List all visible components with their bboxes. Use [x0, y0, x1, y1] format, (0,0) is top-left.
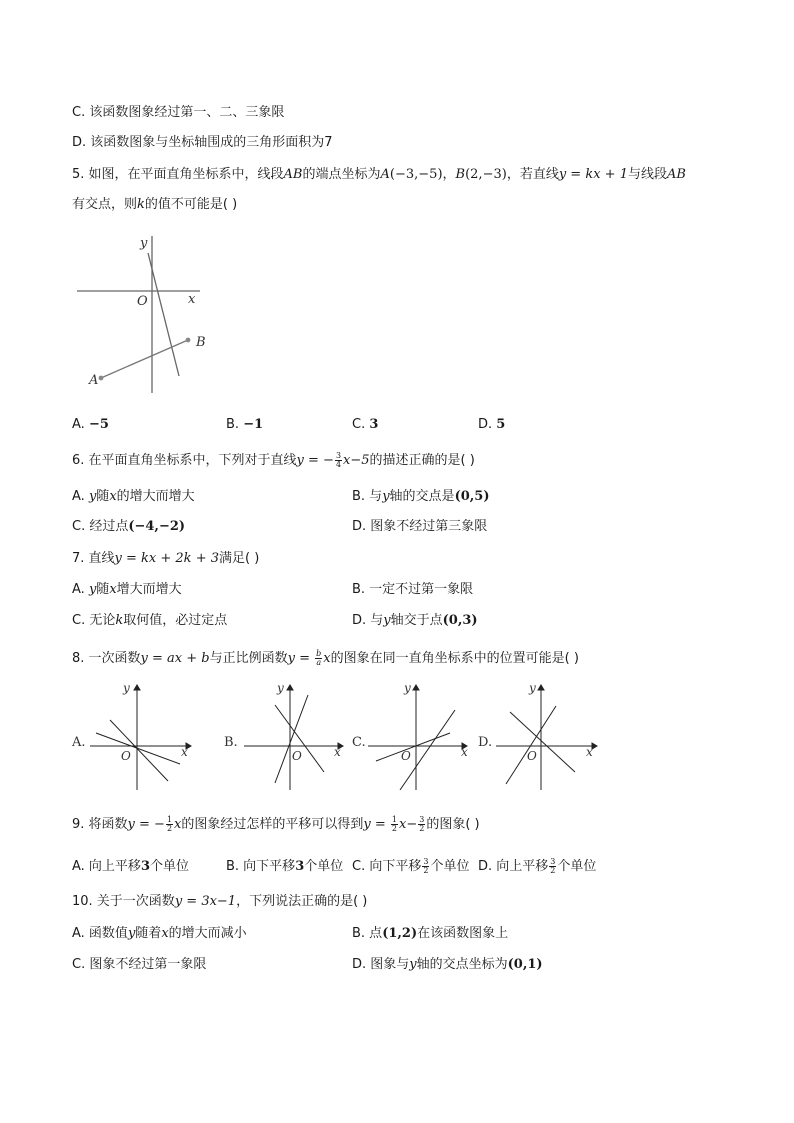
q6-math: y = −: [296, 453, 334, 468]
q5-text: 与线段: [627, 167, 667, 182]
option-math: 3: [140, 859, 150, 874]
option-text: C. 经过点: [72, 519, 129, 534]
q8-label-a: A.: [72, 735, 86, 750]
q9-math: x−: [399, 817, 418, 832]
numerator: 1: [391, 815, 398, 824]
q8-text: 8. 一次函数: [72, 651, 141, 666]
q8-graph-b: [244, 685, 343, 790]
q8-text: 的图象在同一直角坐标系中的位置可能是( ): [330, 651, 579, 666]
denominator: 2: [391, 824, 398, 833]
q10-text: 10. 关于一次函数: [72, 894, 175, 909]
option-math: (−4,−2): [128, 519, 186, 534]
q6-math: x−5: [343, 453, 370, 468]
numerator: 3: [423, 857, 429, 866]
q10-math: y = 3x−1: [174, 894, 237, 909]
q8-text: 与正比例函数: [209, 651, 288, 666]
fraction: [418, 816, 425, 833]
denominator: 2: [166, 824, 173, 833]
option-math: y: [382, 489, 390, 504]
option-text: B. 点: [352, 926, 383, 941]
option-text: C. 向下平移: [352, 859, 422, 874]
option-text: D. 向上平移: [478, 859, 549, 874]
q5-math: y = kx + 1: [558, 167, 628, 182]
x-axis-label: x: [188, 292, 196, 307]
option-text: 个单位: [557, 859, 597, 874]
origin-label: O: [137, 294, 148, 309]
option-text: 的增大而减小: [168, 926, 247, 941]
option-text: D. 图象与: [352, 957, 410, 972]
option-math: (0,3): [442, 613, 478, 628]
fraction: [391, 816, 398, 833]
option-letter: D.: [478, 417, 497, 432]
option-text: B. 与: [352, 489, 383, 504]
q9-math: y = −: [127, 817, 165, 832]
option-text: 增大而增大: [116, 582, 182, 597]
q5-math: AB: [283, 167, 303, 182]
q8-graph-a: [90, 685, 191, 790]
numerator: 3: [550, 857, 556, 866]
option-value: −1: [243, 417, 264, 432]
option-text: 个单位: [430, 859, 470, 874]
denominator: 2: [419, 824, 425, 833]
option-math: k: [115, 613, 124, 628]
q8-label-c: C.: [352, 735, 366, 750]
option-text: 的增大而增大: [116, 489, 195, 504]
y-axis-label: y: [529, 681, 536, 695]
q10-option-a: [72, 925, 247, 943]
y-axis-label: y: [123, 681, 130, 695]
q8-math: y =: [287, 651, 315, 666]
origin-label: O: [121, 749, 131, 763]
option-text: 轴的交点是: [389, 489, 455, 504]
q10-option-c: C. 图象不经过第一象限: [72, 957, 207, 972]
option-text: 个单位: [149, 859, 189, 874]
origin-label: O: [401, 749, 411, 763]
q10-option-b: [352, 925, 508, 943]
option-value: −5: [88, 417, 109, 432]
q8-label-b: B.: [224, 735, 238, 750]
option-text: A.: [72, 489, 89, 504]
point-a-label: A: [89, 373, 99, 388]
q6-option-d: D. 图象不经过第三象限: [352, 519, 488, 534]
numerator: 3: [419, 815, 425, 824]
denominator: 2: [423, 866, 429, 875]
option-text: 随: [96, 582, 110, 597]
option-letter: C.: [352, 417, 370, 432]
q9-text: 的图象( ): [426, 817, 480, 832]
option-text: D. 与: [352, 613, 384, 628]
option-text: B. 向下平移: [226, 859, 296, 874]
option-math: (1,2): [382, 926, 418, 941]
option-text: 轴交于点: [390, 613, 443, 628]
q5-text: ，若直线: [506, 167, 559, 182]
option-math: y: [409, 957, 417, 972]
q4-option-d: D. 该函数图象与坐标轴围成的三角形面积为7: [72, 135, 333, 150]
numerator: 3: [335, 451, 342, 460]
option-math: y: [383, 613, 391, 628]
option-math: y: [88, 489, 97, 504]
option-text: 随着: [135, 926, 162, 941]
q5-math: k: [137, 197, 145, 212]
q5-text: 有交点，则: [72, 197, 138, 212]
denominator: 2: [550, 866, 556, 875]
q5-math: (−3,−5): [389, 167, 443, 182]
q5-math: AB: [666, 167, 686, 182]
q9-text: 的图象经过怎样的平移可以得到: [181, 817, 364, 832]
q8-label-d: D.: [478, 735, 493, 750]
option-math: (0,1): [507, 957, 543, 972]
q9-math: x: [174, 817, 182, 832]
q8-math: x: [323, 651, 331, 666]
q8-graph-c: [368, 685, 467, 790]
option-text: 个单位: [304, 859, 344, 874]
q5-text: 的值不可能是( ): [144, 197, 238, 212]
q5-text: ，: [442, 167, 456, 182]
q7-text: 7. 直线: [72, 551, 115, 566]
option-text: A. 向上平移: [72, 859, 141, 874]
option-text: 随: [96, 489, 110, 504]
q5-text: 5. 如图，在平面直角坐标系中，线段: [72, 167, 284, 182]
q6-text: 的描述正确的是( ): [369, 453, 475, 468]
x-axis-label: x: [586, 745, 593, 759]
q5-text: 的端点坐标为: [302, 167, 381, 182]
fraction: [422, 858, 429, 875]
option-text: 在该函数图象上: [417, 926, 509, 941]
denominator: 4: [335, 460, 342, 469]
q9-option-c: [352, 858, 469, 876]
x-axis-label: x: [461, 745, 468, 759]
q5-math: B: [455, 167, 466, 182]
q4-option-c: C. 该函数图象经过第一、二、三象限: [72, 105, 285, 120]
y-axis-label: y: [404, 681, 411, 695]
y-axis-label: y: [140, 236, 148, 251]
option-text: 轴的交点坐标为: [416, 957, 508, 972]
fraction: [166, 816, 173, 833]
option-math: x: [109, 582, 117, 597]
q5-math: (2,−3): [465, 167, 507, 182]
option-text: 取何值，必过定点: [123, 613, 228, 628]
q9-option-b: [226, 858, 343, 876]
option-math: (0,5): [454, 489, 490, 504]
option-math: x: [161, 926, 169, 941]
q8-graph-d: [496, 685, 597, 790]
option-value: 5: [496, 417, 506, 432]
fraction: [549, 858, 556, 875]
numerator: 1: [166, 815, 173, 824]
option-value: 3: [369, 417, 379, 432]
q9-stem: [72, 816, 480, 834]
q9-option-a: [72, 858, 189, 876]
q7-option-b: B. 一定不过第一象限: [352, 582, 474, 597]
x-axis-label: x: [334, 745, 341, 759]
origin-label: O: [292, 749, 302, 763]
q10-stem: [72, 893, 367, 911]
option-letter: B.: [226, 417, 244, 432]
q5-math: A: [380, 167, 390, 182]
q9-math: y =: [363, 817, 390, 832]
option-math: y: [127, 926, 136, 941]
origin-label: O: [527, 749, 537, 763]
option-text: A.: [72, 582, 89, 597]
q9-option-d: [478, 858, 596, 876]
q9-text: 9. 将函数: [72, 817, 128, 832]
numerator: b: [316, 649, 322, 658]
option-text: A. 函数值: [72, 926, 128, 941]
option-text: C. 无论: [72, 613, 116, 628]
q10-option-d: [352, 956, 543, 974]
option-math: 3: [295, 859, 305, 874]
point-b-label: B: [196, 335, 206, 350]
q6-text: 6. 在平面直角坐标系中，下列对于直线: [72, 453, 297, 468]
option-math: y: [88, 582, 97, 597]
y-axis-label: y: [277, 681, 284, 695]
q7-text: 满足( ): [219, 551, 260, 566]
denominator: a: [316, 658, 322, 667]
option-letter: A.: [72, 417, 89, 432]
q8-math: y = ax + b: [140, 651, 210, 666]
option-math: x: [109, 489, 117, 504]
x-axis-label: x: [181, 745, 188, 759]
q10-text: ，下列说法正确的是( ): [236, 894, 368, 909]
q7-math: y = kx + 2k + 3: [114, 551, 219, 566]
